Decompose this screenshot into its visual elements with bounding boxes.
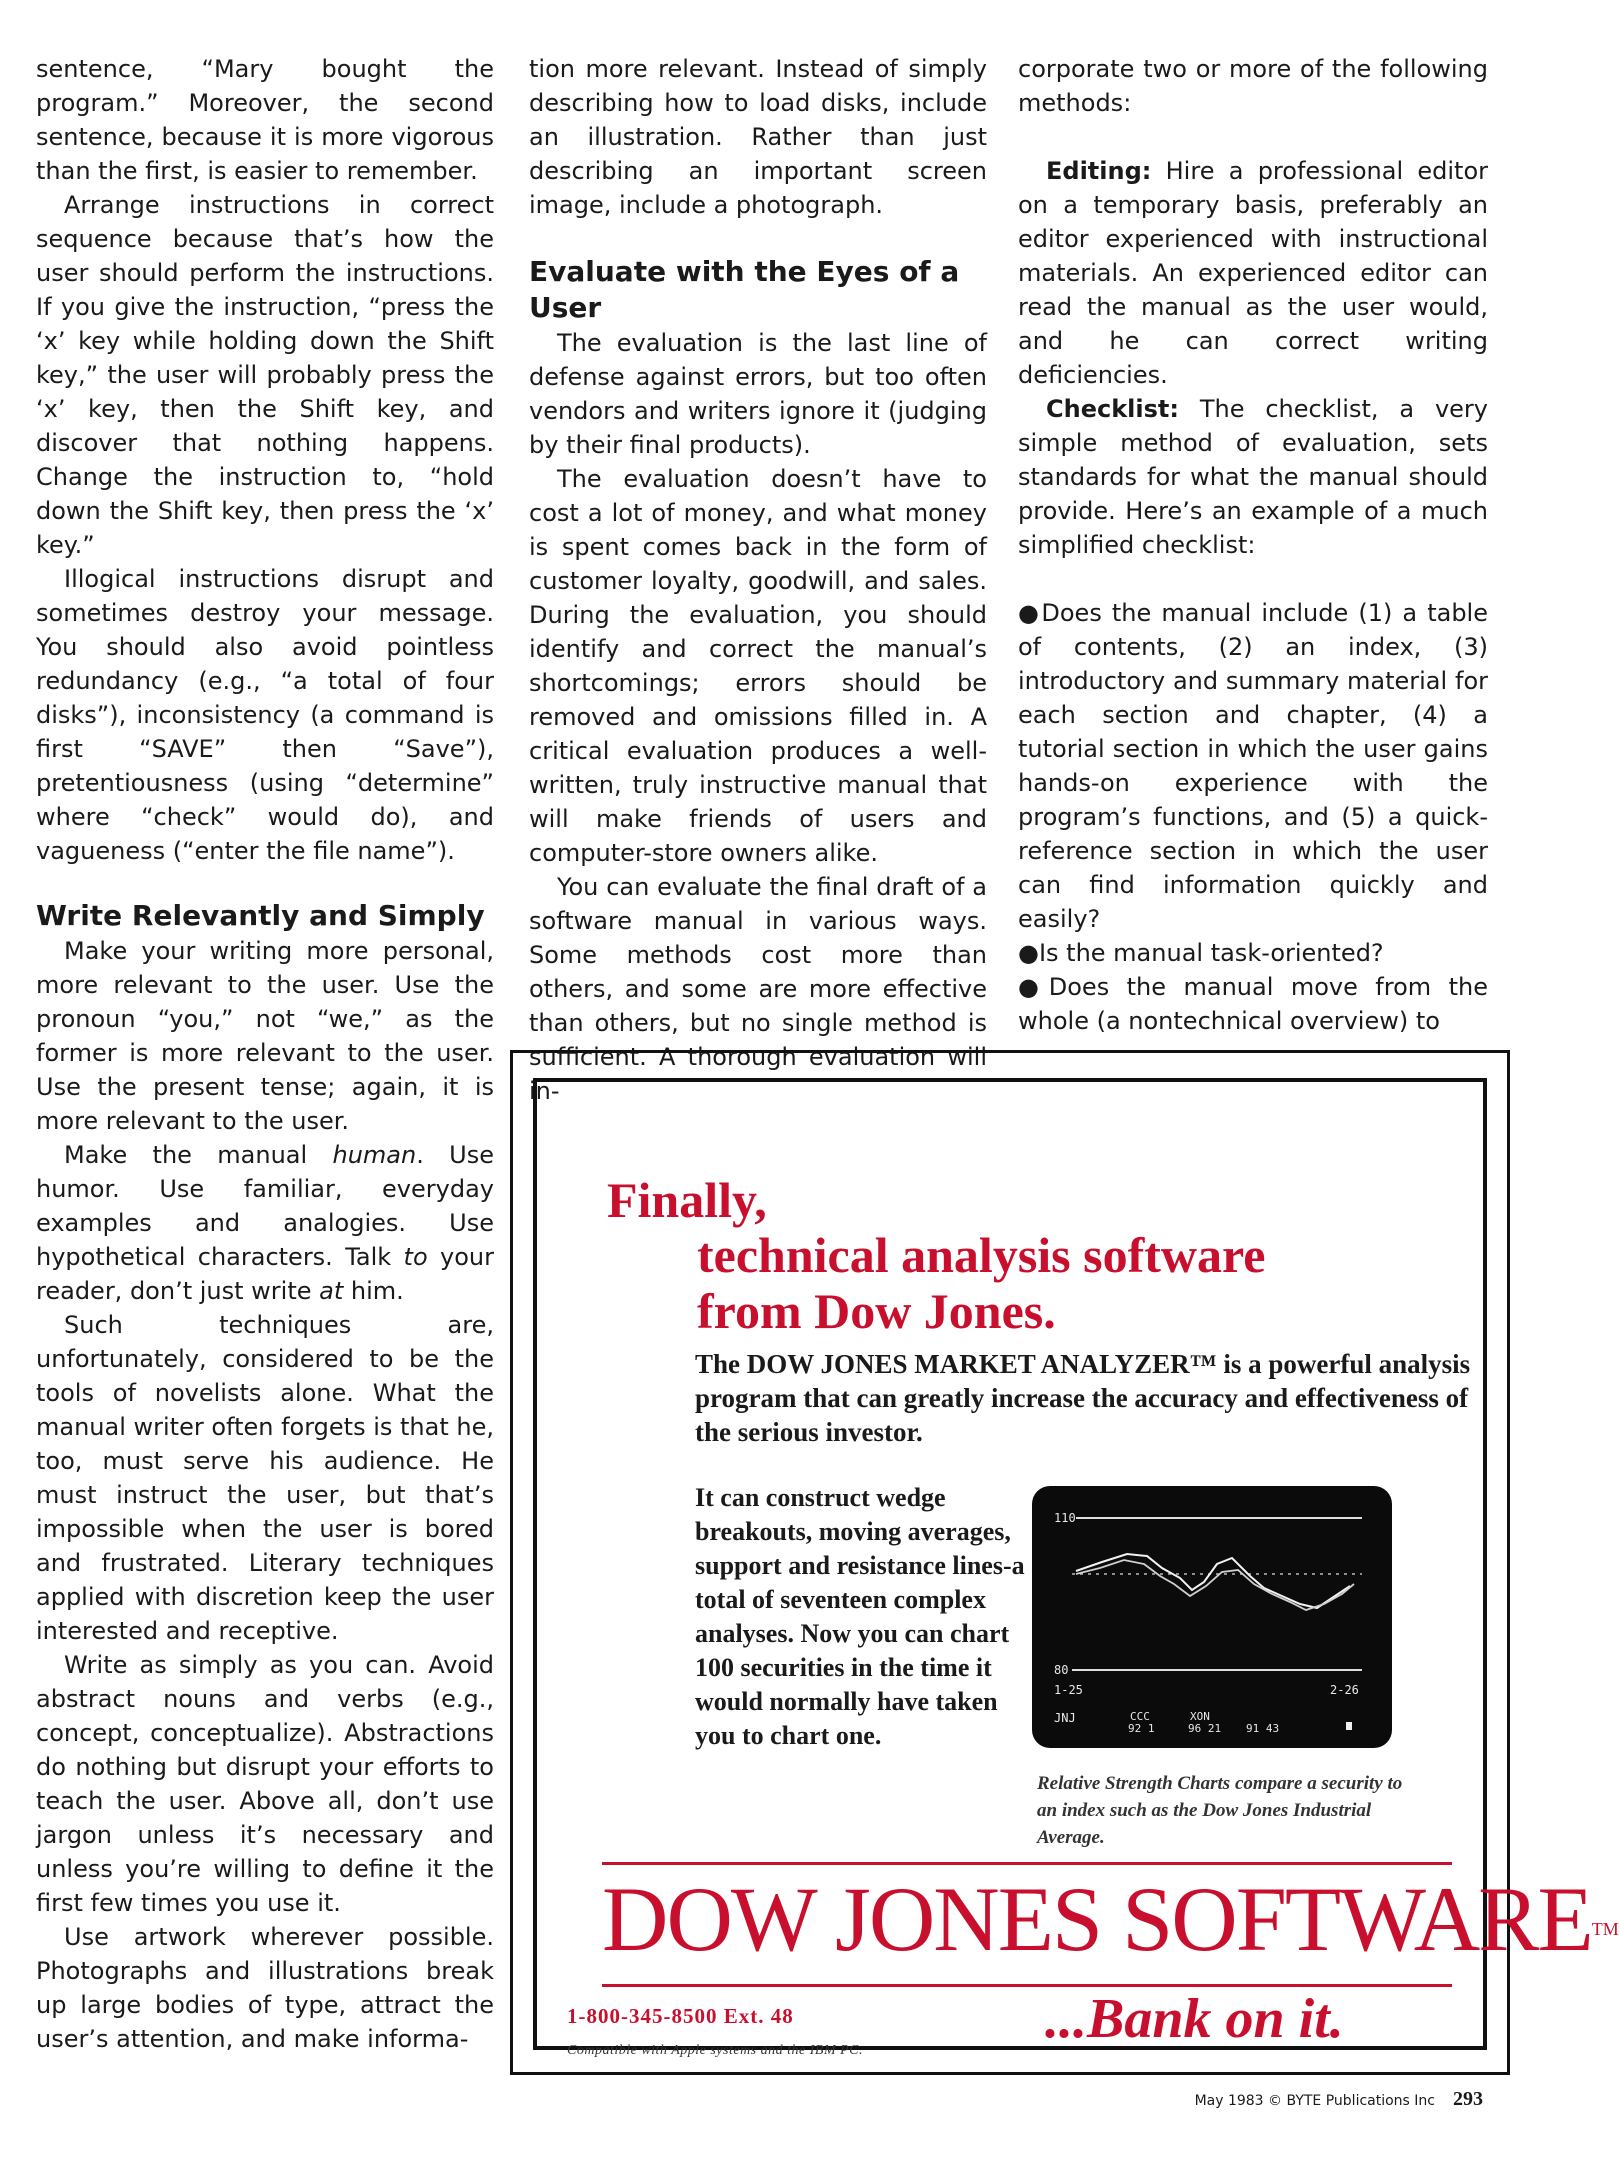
chart-svg	[1032, 1486, 1392, 1748]
paragraph: Illogical instructions disrupt and sometimes destroy your message. You should also avoid pointless redundancy (e.g., “a total of four disks”), inconsistency (a command is first “SAVE” then “Save”), pretentiousness (using “determine” where “check” would do), and vagueness (“enter the file name”).	[36, 565, 494, 865]
paragraph: The evaluation is the last line of defense against errors, but too often vendors and writers ignore it (judging by their final products).	[529, 329, 987, 459]
paragraph-editing	[1018, 154, 1488, 392]
ad-body-text: The DOW JONES MARKET ANALYZER™ is a powerful analysis program that can greatly increase the accuracy and effectiveness of the serious investor.	[695, 1349, 1471, 1447]
checklist	[1018, 596, 1488, 1038]
emphasis: to	[403, 1243, 428, 1271]
relative-strength-chart-screen	[1032, 1486, 1392, 1748]
paragraph: Make your writing more personal, more relevant to the user. Use the pronoun “you,” not “we,” as the former is more relevant to the user. Use the present tense; again, it is more relevant to the user.	[36, 937, 494, 1135]
checklist-item-text: Is the manual task-oriented?	[1038, 939, 1384, 967]
chart-security-1-name: CCC	[1130, 1710, 1150, 1723]
article-column-3	[1018, 52, 1488, 1038]
method-label-checklist: Checklist:	[1046, 395, 1179, 423]
chart-caption: Relative Strength Charts compare a security to an index such as the Dow Jones Industrial Average.	[1037, 1773, 1403, 1848]
page-footer	[1148, 2088, 1483, 2111]
section-heading-write-relevantly: Write Relevantly and Simply	[36, 899, 485, 932]
chart-label-top: 110	[1054, 1511, 1076, 1525]
page-number: 293	[1453, 2088, 1483, 2110]
paragraph: sentence, “Mary bought the program.” Moreover, the second sentence, because it is more vigorous than the first, is easier to remember.	[36, 55, 494, 185]
trademark-mark: TM	[1591, 1919, 1619, 1939]
checklist-item-text: Does the manual move from the whole (a nontechnical overview) to	[1018, 973, 1488, 1035]
ad-feature-text: It can construct wedge breakouts, moving averages, support and resistance lines-a total of seventeen complex analyses. Now you can chart 100 securities in the time it would normally have taken you to chart one.	[695, 1483, 1025, 1750]
article-column-1	[36, 52, 494, 2056]
logo-rule-top	[602, 1862, 1452, 1865]
emphasis: at	[319, 1277, 344, 1305]
paragraph: Write as simply as you can. Avoid abstract nouns and verbs (e.g., concept, conceptualize). Abstractions do nothing but disrupt your efforts to teach the user. Above all, don’t use jargon unless it’s necessary and unless you’re willing to define it the first few times you use it.	[36, 1651, 494, 1917]
emphasis: human	[332, 1141, 417, 1169]
chart-date-end: 2-26	[1330, 1683, 1359, 1697]
text-run: your reader, don’t just write	[36, 1243, 494, 1305]
text-run: him.	[343, 1277, 404, 1305]
paragraph: tion more relevant. Instead of simply describing how to load disks, include an illustration. Rather than just describing an important screen image, include a photograph.	[529, 55, 987, 219]
paragraph: The evaluation doesn’t have to cost a lot of money, and what money is spent comes back in the form of customer loyalty, goodwill, and sales. During the evaluation, you should identify and correct the manual’s shortcomings; errors should be removed and omissions filled in. A critical evaluation produces a well-written, truly instructive manual that will make friends of users and computer-store owners alike.	[529, 465, 987, 867]
paragraph: corporate two or more of the following methods:	[1018, 55, 1488, 117]
method-label-editing: Editing:	[1046, 157, 1152, 185]
checklist-item	[1018, 970, 1488, 1038]
text-run: The checklist, a very simple method of evaluation, sets standards for what the manual should provide. Here’s an example of a much simplified checklist:	[1018, 395, 1488, 559]
ad-phone-number: 1-800-345-8500 Ext. 48	[567, 2004, 794, 2028]
paragraph	[36, 1138, 494, 1308]
ad-slogan: ...Bank on it.	[1045, 1988, 1344, 2050]
ad-headline-line: from Dow Jones.	[697, 1283, 1056, 1339]
chart-date-start: 1-25	[1054, 1683, 1083, 1697]
text-run: Make the manual	[64, 1141, 333, 1169]
paragraph: Use artwork wherever possible. Photographs and illustrations break up large bodies of type, attract the user’s attention, and make informa-	[36, 1923, 494, 2053]
checklist-item	[1018, 596, 1488, 936]
footer-credit: May 1983 © BYTE Publications Inc	[1194, 2093, 1435, 2109]
paragraph: Arrange instructions in correct sequence because that’s how the user should perform the instructions. If you give the instruction, “press the ‘x’ key while holding down the Shift key,” the user will probably press the ‘x’ key, then the Shift key, and discover that nothing happens. Change the instruction to, “hold down the Shift key, then press the ‘x’ key.”	[36, 191, 494, 559]
chart-index-label: JNJ	[1054, 1711, 1076, 1725]
checklist-item-text: Does the manual include (1) a table of contents, (2) an index, (3) introductory and summary material for each section and chapter, (4) a tutorial section in which the user gains hands-on experience with the program’s functions, and (5) a quick-reference section in which the user can find information quickly and easily?	[1018, 599, 1488, 933]
chart-security-1-value: 92 1	[1128, 1722, 1155, 1735]
article-column-2	[529, 52, 987, 1108]
chart-security-3-value: 91 43	[1246, 1722, 1280, 1735]
advertisement-frame	[533, 1078, 1619, 2058]
chart-security-2-name: XON	[1190, 1710, 1210, 1723]
ad-headline-line: technical analysis software	[697, 1227, 1266, 1283]
spacer	[1018, 562, 1488, 596]
ad-headline-finally: Finally,	[607, 1172, 767, 1228]
section-heading-evaluate: Evaluate with the Eyes of a User	[529, 255, 960, 324]
ad-compatibility-note: Compatible with Apple systems and the IBM PC.	[567, 2043, 863, 2058]
chart-security-2-value: 96 21	[1188, 1722, 1222, 1735]
text-run: . Use humor. Use familiar, everyday examples and analogies. Use hypothetical characters. Talk	[36, 1141, 494, 1271]
paragraph: You can evaluate the final draft of a software manual in various ways. Some methods cost more than others, and some are more effective than others, but no single method is sufficient. A thorough evaluation will in-	[529, 873, 987, 1105]
dow-jones-software-logo	[602, 1862, 1619, 1994]
chart-cursor	[1346, 1722, 1352, 1730]
spacer	[1018, 120, 1488, 154]
paragraph-checklist	[1018, 392, 1488, 562]
text-run: Hire a professional editor on a temporary basis, preferably an editor experienced with instructional materials. An experienced editor can read the manual as the user would, and he can correct writing deficiencies.	[1018, 157, 1488, 389]
bullet-icon: ●	[1018, 939, 1039, 967]
logo-text-wrap	[602, 1868, 1619, 1970]
logo-text: DOW JONES SOFTWARE	[602, 1868, 1592, 1970]
chart-label-bottom: 80	[1054, 1663, 1069, 1677]
bullet-icon: ●	[1018, 973, 1049, 1001]
paragraph: Such techniques are, unfortunately, considered to be the tools of novelists alone. What the manual writer often forgets is that he, too, must serve his audience. He must instruct the user, but that’s impossible when the user is bored and frustrated. Literary techniques applied with discretion keep the user interested and receptive.	[36, 1311, 494, 1645]
advertisement	[510, 1050, 1619, 2075]
ad-headline	[697, 1227, 1397, 1339]
checklist-item	[1018, 936, 1488, 970]
bullet-icon: ●	[1018, 599, 1042, 627]
